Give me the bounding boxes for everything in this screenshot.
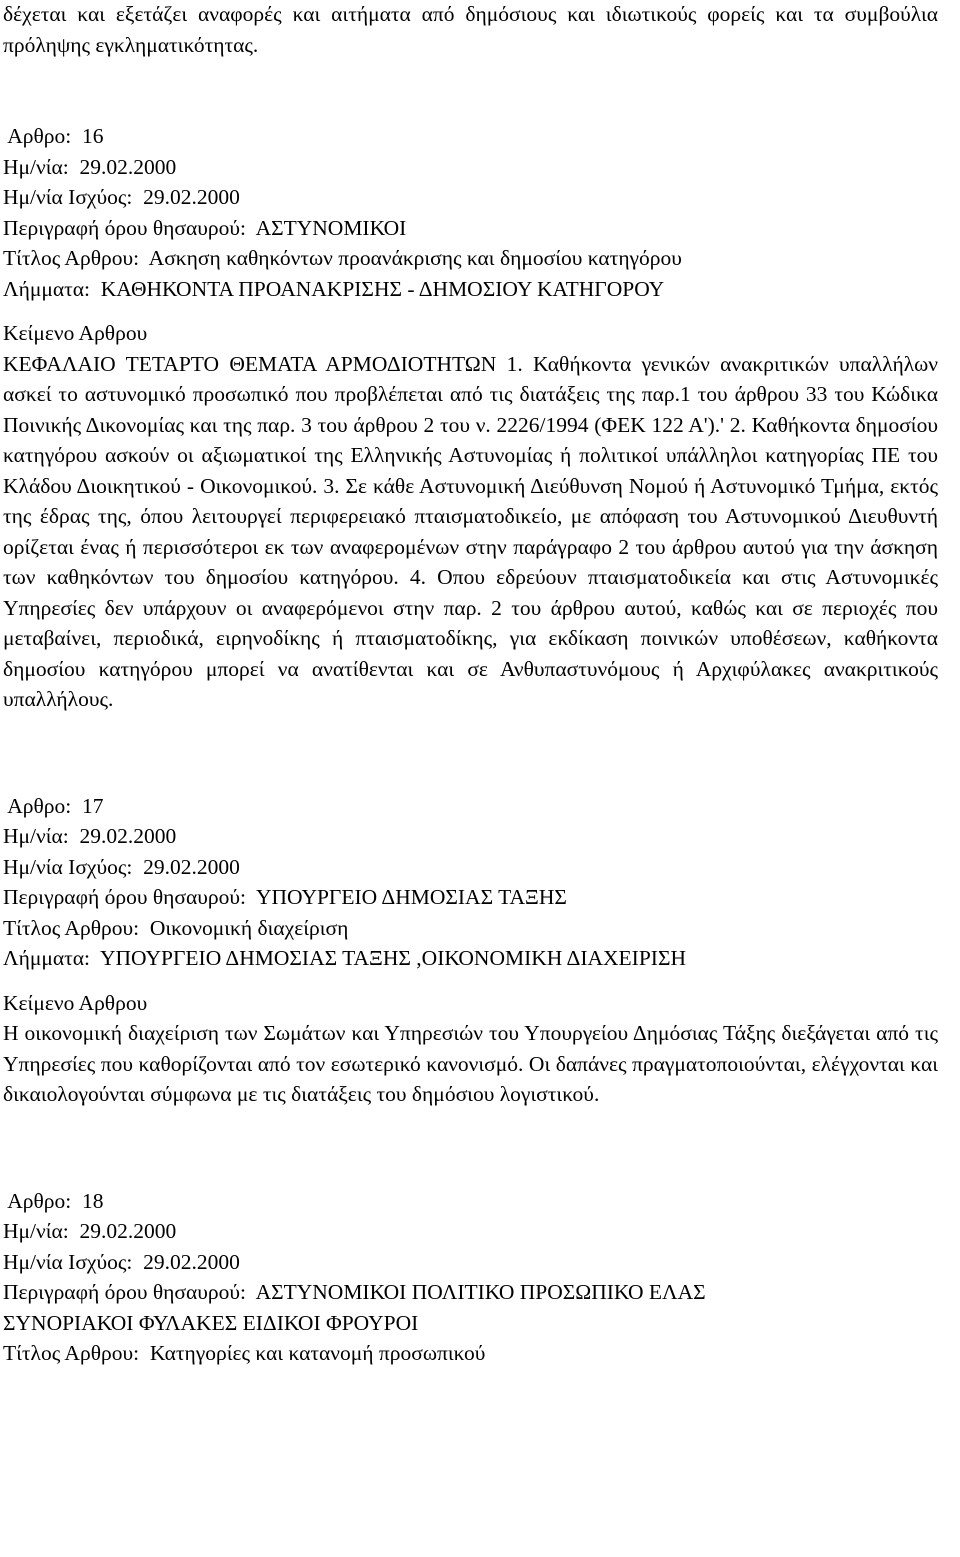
date-label: Ημ/νία: xyxy=(3,154,69,179)
lemmas-line xyxy=(3,943,960,974)
thesaurus-label: Περιγραφή όρου θησαυρού: xyxy=(3,1280,246,1304)
body-heading: Κείμενο Αρθρου xyxy=(3,990,148,1015)
effective-date-value: 29.02.2000 xyxy=(143,1249,240,1274)
lemmas-label: Λήμματα: xyxy=(3,946,91,970)
date-line xyxy=(3,152,960,183)
effective-date-line xyxy=(3,852,960,883)
article-18 xyxy=(3,1186,960,1369)
effective-date-line xyxy=(3,182,960,213)
lemmas-line xyxy=(3,274,960,305)
lemmas-label: Λήμματα: xyxy=(3,276,91,301)
date-line xyxy=(3,821,960,852)
date-value: 29.02.2000 xyxy=(79,1219,177,1243)
effective-date-label: Ημ/νία Ισχύος: xyxy=(3,1249,133,1274)
article-number-line xyxy=(3,1186,960,1217)
article-number-line xyxy=(3,791,960,822)
title-label: Τίτλος Αρθρου: xyxy=(3,246,140,270)
thesaurus-line xyxy=(3,213,960,244)
body-heading: Κείμενο Αρθρου xyxy=(3,321,148,345)
date-value: 29.02.2000 xyxy=(79,154,177,179)
effective-date-label: Ημ/νία Ισχύος: xyxy=(3,185,133,209)
title-label: Τίτλος Αρθρου: xyxy=(3,1341,140,1365)
title-line xyxy=(3,913,960,944)
article-number-line xyxy=(3,121,960,152)
title-label: Τίτλος Αρθρου: xyxy=(3,915,140,940)
effective-date-value: 29.02.2000 xyxy=(143,854,240,879)
article-number: 17 xyxy=(81,793,104,818)
article-number: 16 xyxy=(81,124,104,148)
lemmas-value: ΚΑΘΗΚΟΝΤΑ ΠΡΟΑΝΑΚΡΙΣΗΣ - ΔΗΜΟΣΙΟΥ ΚΑΤΗΓΟΡΟΥ xyxy=(100,276,665,301)
article-label: Αρθρο: xyxy=(3,1188,72,1213)
thesaurus-continuation: ΣΥΝΟΡΙΑΚΟΙ ΦΥΛΑΚΕΣ ΕΙΔΙΚΟΙ ΦΡΟΥΡΟΙ xyxy=(3,1310,419,1335)
effective-date-line xyxy=(3,1247,960,1278)
effective-date-value: 29.02.2000 xyxy=(143,185,240,209)
thesaurus-line xyxy=(3,1277,960,1308)
article-number: 18 xyxy=(81,1188,104,1213)
date-label: Ημ/νία: xyxy=(3,824,69,848)
lemmas-value: ΥΠΟΥΡΓΕΙΟ ΔΗΜΟΣΙΑΣ ΤΑΞΗΣ ,ΟΙΚΟΝΟΜΙΚΗ ΔΙΑΧΕΙΡΙΣΗ xyxy=(99,946,686,970)
date-value: 29.02.2000 xyxy=(79,824,177,848)
date-line xyxy=(3,1216,960,1247)
thesaurus-label: Περιγραφή όρου θησαυρού: xyxy=(3,885,246,909)
intro-paragraph: δέχεται και εξετάζει αναφορές και αιτήματα από δημόσιους και ιδιωτικούς φορείς και τα συμβούλια πρόληψης εγκληματικότητας. xyxy=(3,2,938,57)
thesaurus-value: ΑΣΤΥΝΟΜΙΚΟΙ ΠΟΛΙΤΙΚΟ ΠΡΟΣΩΠΙΚΟ ΕΛΑΣ xyxy=(255,1280,706,1304)
article-17 xyxy=(3,791,960,1110)
date-label: Ημ/νία: xyxy=(3,1219,69,1243)
title-line xyxy=(3,1338,960,1369)
title-value: Ασκηση καθηκόντων προανάκρισης και δημοσίου κατηγόρου xyxy=(148,246,682,270)
article-label: Αρθρο: xyxy=(3,124,72,148)
thesaurus-value: ΥΠΟΥΡΓΕΙΟ ΔΗΜΟΣΙΑΣ ΤΑΞΗΣ xyxy=(255,885,567,909)
title-line xyxy=(3,243,960,274)
title-value: Κατηγορίες και κατανομή προσωπικού xyxy=(149,1341,486,1365)
thesaurus-line xyxy=(3,882,960,913)
article-label: Αρθρο: xyxy=(3,793,72,818)
thesaurus-value: ΑΣΤΥΝΟΜΙΚΟΙ xyxy=(255,215,407,240)
title-value: Οικονομική διαχείριση xyxy=(149,915,349,940)
article-body: Η οικονομική διαχείριση των Σωμάτων και Υπηρεσιών του Υπουργείου Δημόσιας Τάξης διεξάγεται από τις Υπηρεσίες που καθορίζονται από τον εσωτερικό κανονισμό. Οι δαπάνες πραγματοποιούνται, ελέγχονται και δικαιολογούνται σύμφωνα με τις διατάξεις του δημόσιου λογιστικού. xyxy=(3,1021,938,1106)
article-16 xyxy=(3,121,960,715)
effective-date-label: Ημ/νία Ισχύος: xyxy=(3,854,133,879)
article-body: ΚΕΦΑΛΑΙΟ ΤΕΤΑΡΤΟ ΘΕΜΑΤΑ ΑΡΜΟΔΙΟΤΗΤΩΝ 1. Καθήκοντα γενικών ανακριτικών υπαλλήλων ασκεί το αστυνομικό προσωπικό που προβλέπεται από τις διατάξεις της παρ.1 του άρθρου 33 του Κώδικα Ποινικής Δικονομίας και της παρ. 3 του άρθρου 2 του ν. 2226/1994 (ΦΕΚ 122 Α').' 2. Καθήκοντα δημοσίου κατηγόρου ασκούν οι αξιωματικοί της Ελληνικής Αστυνομίας ή πολιτικοί υπάλληλοι κατηγορίας ΠΕ του Κλάδου Διοικητικού - Οικονομικού. 3. Σε κάθε Αστυνομική Διεύθυνση Νομού ή Αστυνομικό Τμήμα, εκτός της έδρας της, όπου λειτουργεί περιφερειακό πταισματοδικείο, με απόφαση του Αστυνομικού Διευθυντή ορίζεται ένας ή περισσότεροι εκ των αναφερομένων στην παράγραφο 2 του άρθρου αυτού για την άσκηση των καθηκόντων του δημοσίου κατηγόρου. 4. Οπου εδρεύουν πταισματοδικεία και στις Αστυνομικές Υπηρεσίες δεν υπάρχουν οι αναφερόμενοι στην παρ. 2 του άρθρου αυτού, καθώς και σε περιοχές που μεταβαίνει, περιοδικά, ειρηνοδίκης ή πταισματοδίκης, για εκδίκαση ποινικών υποθέσεων, καθήκοντα δημοσίου κατηγόρου μπορεί να ανατίθενται και σε Ανθυπαστυνόμους ή Αρχιφύλακες ανακριτικούς υπαλλήλους. xyxy=(3,351,938,711)
thesaurus-label: Περιγραφή όρου θησαυρού: xyxy=(3,215,246,240)
